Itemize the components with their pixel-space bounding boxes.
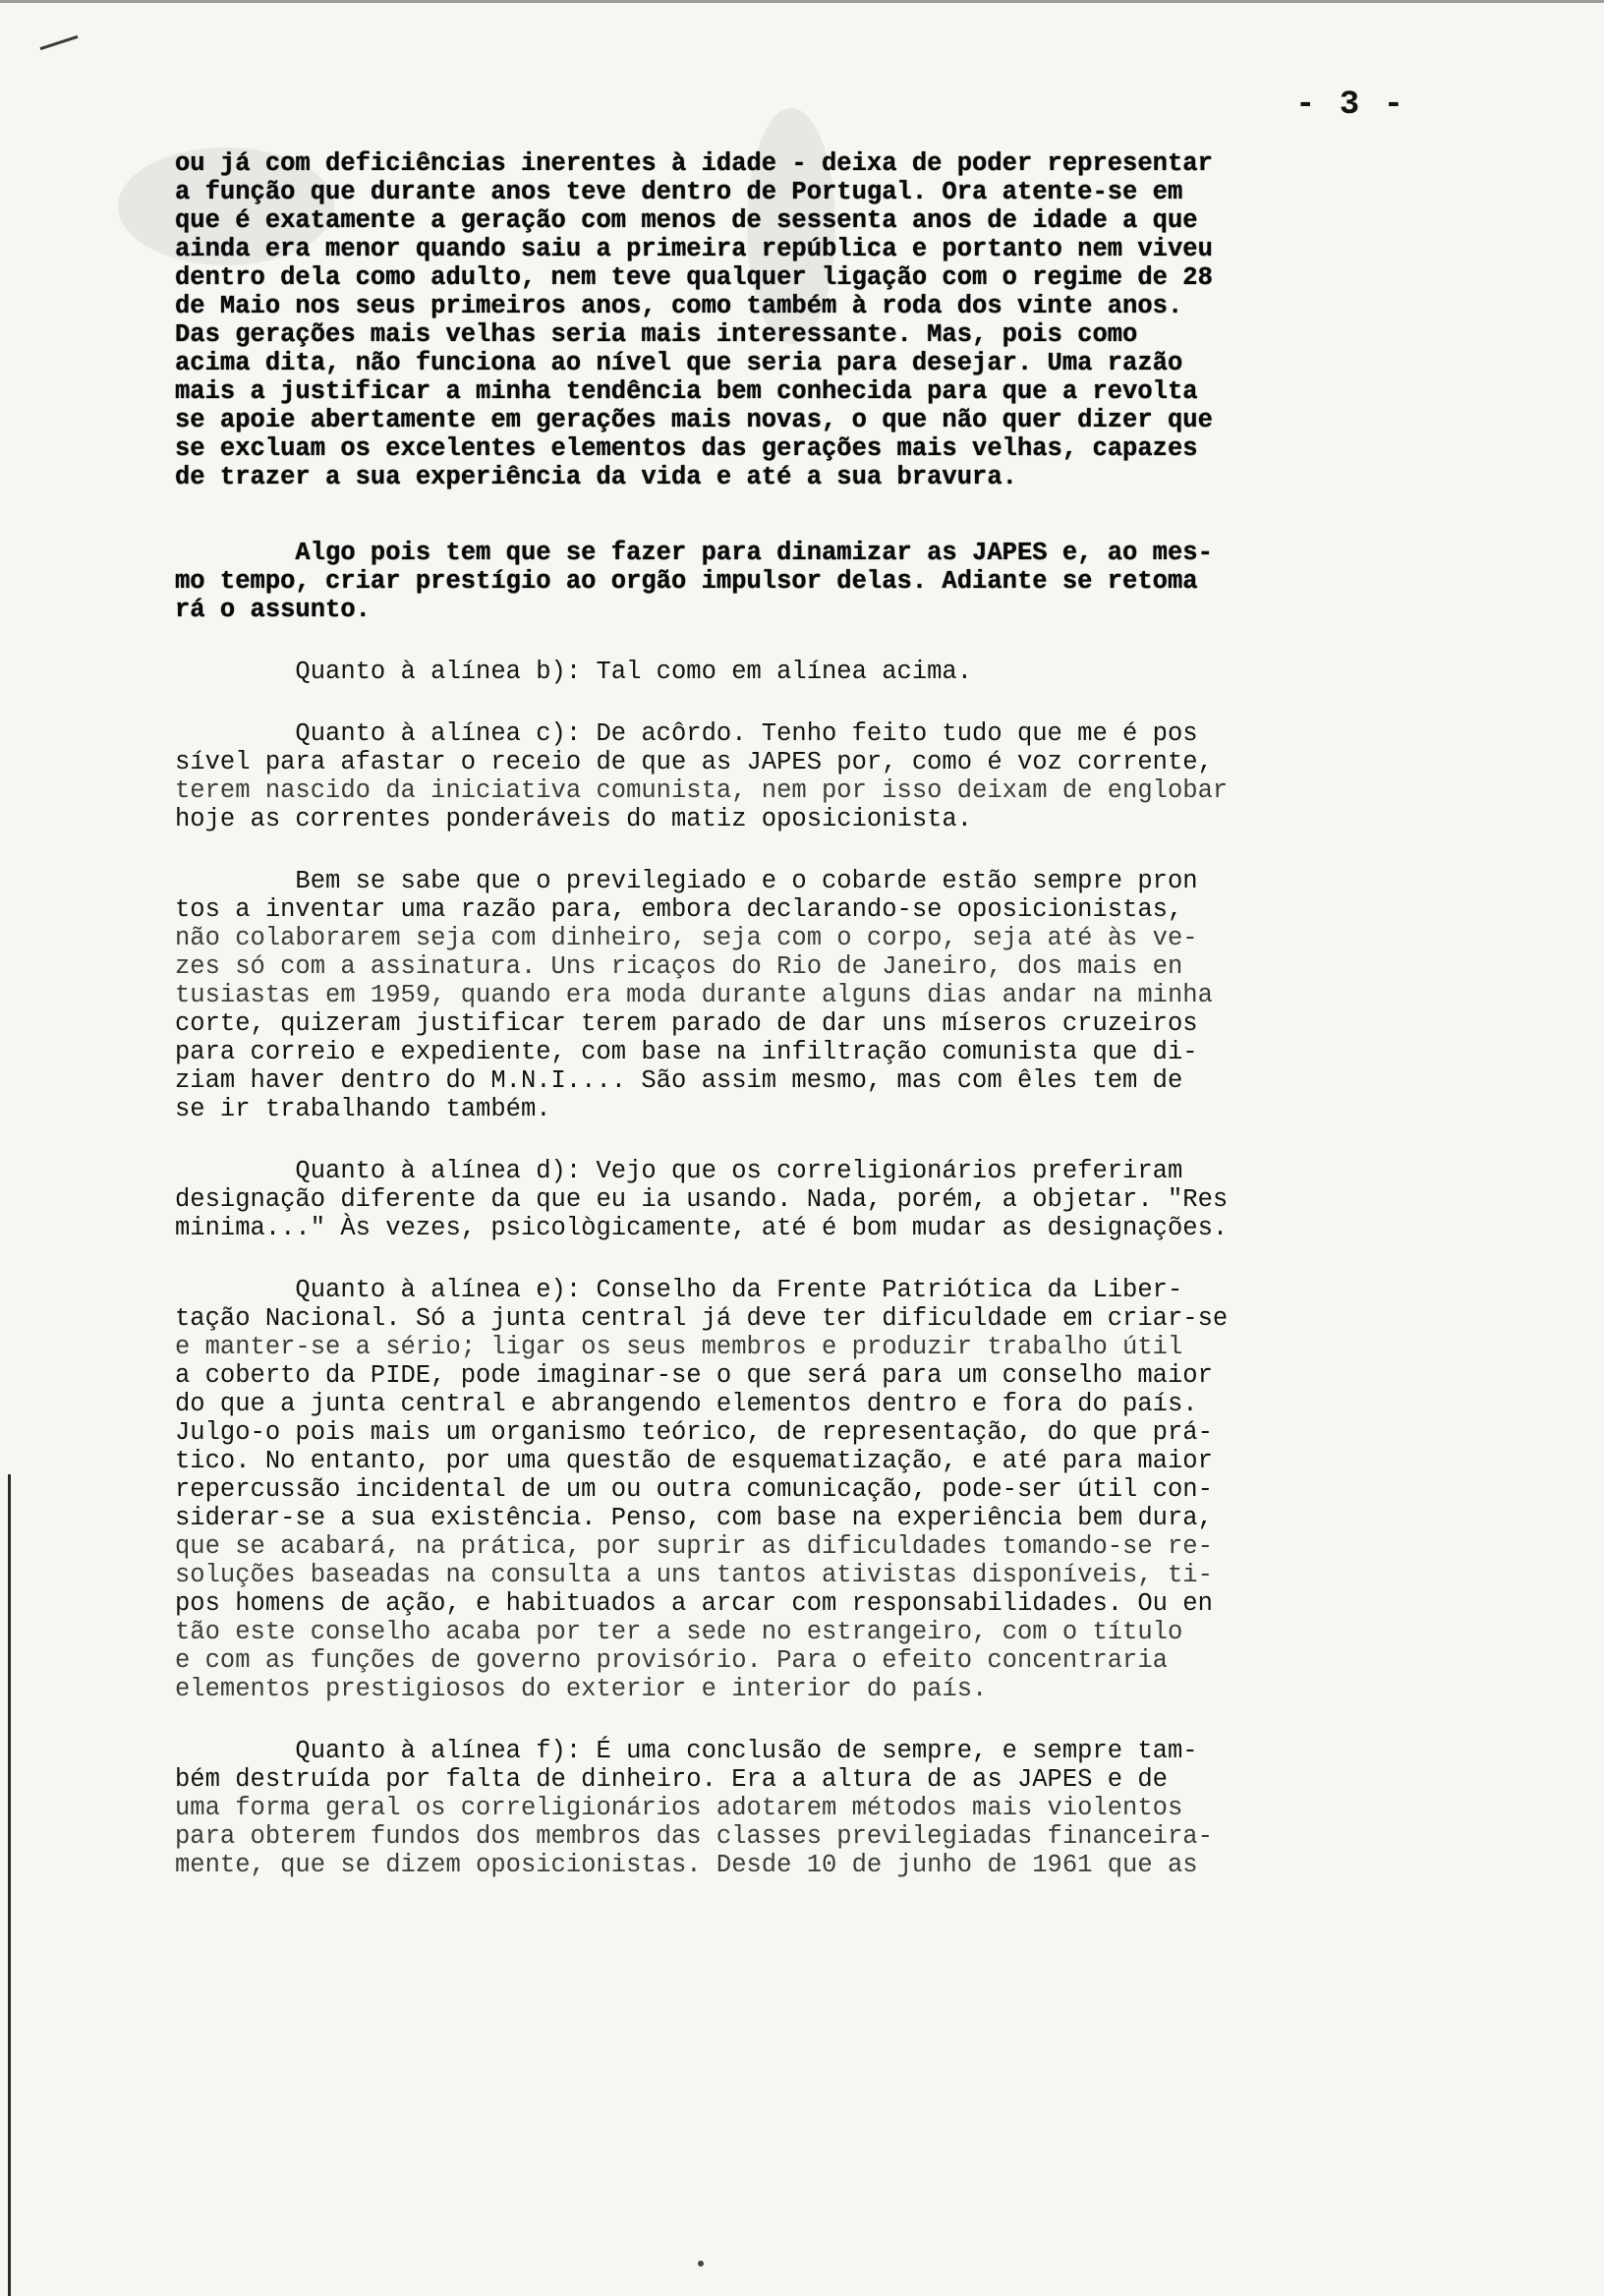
text-line: repercussão incidental de um ou outra comunicação, pode-ser útil con- [175, 1475, 1213, 1504]
paragraph-1 [175, 149, 1531, 491]
text-line: uma forma geral os correligionários adotarem métodos mais violentos [175, 1794, 1183, 1822]
text-line: que é exatamente a geração com menos de sessenta anos de idade a que [175, 206, 1198, 235]
text-line: ziam haver dentro do M.N.I.... São assim mesmo, mas com êles tem de [175, 1066, 1183, 1095]
text-line: rá o assunto. [175, 596, 371, 624]
text-line: de Maio nos seus primeiros anos, como também à roda dos vinte anos. [175, 292, 1183, 320]
text-line: tão este conselho acaba por ter a sede no estrangeiro, com o título [175, 1618, 1183, 1646]
stray-ink-dot [698, 2261, 704, 2267]
text-line: zes só com a assinatura. Uns ricaços do Rio de Janeiro, dos mais en [175, 952, 1183, 981]
text-line: ainda era menor quando saiu a primeira república e portanto nem viveu [175, 235, 1213, 263]
text-line: e manter-se a sério; ligar os seus membros e produzir trabalho útil [175, 1333, 1183, 1361]
text-line: que se acabará, na prática, por suprir as dificuldades tomando-se re- [175, 1532, 1213, 1561]
text-line: minima..." Às vezes, psicològicamente, até é bom mudar as designações. [175, 1214, 1229, 1242]
text-line: mente, que se dizem oposicionistas. Desde 10 de junho de 1961 que as [175, 1851, 1198, 1879]
text-line: terem nascido da iniciativa comunista, nem por isso deixam de englobar [175, 776, 1229, 805]
text-line: tico. No entanto, por uma questão de esquematização, e até para maior [175, 1447, 1213, 1475]
text-line: não colaborarem seja com dinheiro, seja com o corpo, seja até às ve- [175, 924, 1198, 952]
text-line: tos a inventar uma razão para, embora declarando-se oposicionistas, [175, 895, 1183, 924]
paragraph-alinea-b [175, 658, 1531, 686]
text-line: para correio e expediente, com base na infiltração comunista que di- [175, 1038, 1198, 1066]
paragraph-2 [175, 539, 1531, 624]
text-line: Julgo-o pois mais um organismo teórico, de representação, do que prá- [175, 1418, 1213, 1447]
text-line: elementos prestigiosos do exterior e interior do país. [175, 1675, 988, 1703]
text-line: ou já com deficiências inerentes à idade - deixa de poder representar [175, 149, 1213, 178]
text-line: soluções baseadas na consulta a uns tantos ativistas disponíveis, ti- [175, 1561, 1213, 1589]
paragraph-alinea-e [175, 1276, 1531, 1703]
text-line: Quanto à alínea b): Tal como em alínea acima. [175, 658, 973, 686]
text-line: Quanto à alínea c): De acôrdo. Tenho feito tudo que me é pos [175, 719, 1198, 748]
text-line: dentro dela como adulto, nem teve qualquer ligação com o regime de 28 [175, 263, 1213, 292]
text-line: designação diferente da que eu ia usando. Nada, porém, a objetar. "Res [175, 1185, 1229, 1214]
text-line: se apoie abertamente em gerações mais novas, o que não quer dizer que [175, 406, 1213, 434]
text-line: siderar-se a sua existência. Penso, com base na experiência bem dura, [175, 1504, 1213, 1532]
top-edge-rule [0, 0, 1604, 3]
text-line: a função que durante anos teve dentro de Portugal. Ora atente-se em [175, 178, 1183, 206]
text-line: Quanto à alínea f): É uma conclusão de sempre, e sempre tam- [175, 1737, 1198, 1765]
text-line: Algo pois tem que se fazer para dinamizar as JAPES e, ao mes- [175, 539, 1213, 567]
text-line: mais a justificar a minha tendência bem conhecida para que a revolta [175, 377, 1198, 406]
text-line: hoje as correntes ponderáveis do matiz oposicionista. [175, 805, 973, 833]
text-line: acima dita, não funciona ao nível que seria para desejar. Uma razão [175, 349, 1183, 377]
text-line: de trazer a sua experiência da vida e até a sua bravura. [175, 463, 1017, 491]
text-line: do que a junta central e abrangendo elementos dentro e fora do país. [175, 1390, 1198, 1418]
text-line: se excluam os excelentes elementos das gerações mais velhas, capazes [175, 434, 1198, 463]
paragraph-alinea-f [175, 1737, 1531, 1879]
text-line: mo tempo, criar prestígio ao orgão impulsor delas. Adiante se retoma [175, 567, 1198, 596]
text-line: tação Nacional. Só a junta central já deve ter dificuldade em criar-se [175, 1304, 1229, 1333]
page-number: - 3 - [1295, 86, 1406, 124]
text-line: se ir trabalhando também. [175, 1095, 551, 1123]
text-line: corte, quizeram justificar terem parado de dar uns míseros cruzeiros [175, 1009, 1198, 1038]
paragraph-alinea-c [175, 719, 1531, 833]
text-line: bém destruída por falta de dinheiro. Era a altura de as JAPES e de [175, 1765, 1168, 1794]
text-line: Quanto à alínea e): Conselho da Frente Patriótica da Liber- [175, 1276, 1183, 1304]
text-line: a coberto da PIDE, pode imaginar-se o que será para um conselho maior [175, 1361, 1213, 1390]
text-line: pos homens de ação, e habituados a arcar com responsabilidades. Ou en [175, 1589, 1213, 1618]
text-line: sível para afastar o receio de que as JAPES por, como é voz corrente, [175, 748, 1213, 776]
corner-pen-mark [40, 35, 79, 50]
paragraph-alinea-d [175, 1157, 1531, 1242]
text-line: Bem se sabe que o previlegiado e o cobarde estão sempre pron [175, 867, 1198, 895]
text-line: Das gerações mais velhas seria mais interessante. Mas, pois como [175, 320, 1138, 349]
left-margin-rule [8, 1474, 11, 2296]
paragraph-previlegiado [175, 867, 1531, 1123]
text-line: e com as funções de governo provisório. Para o efeito concentraria [175, 1646, 1168, 1675]
letter-body [175, 149, 1531, 1879]
text-line: tusiastas em 1959, quando era moda durante alguns dias andar na minha [175, 981, 1213, 1009]
text-line: Quanto à alínea d): Vejo que os correligionários preferiram [175, 1157, 1183, 1185]
text-line: para obterem fundos dos membros das classes previlegiadas financeira- [175, 1822, 1213, 1851]
